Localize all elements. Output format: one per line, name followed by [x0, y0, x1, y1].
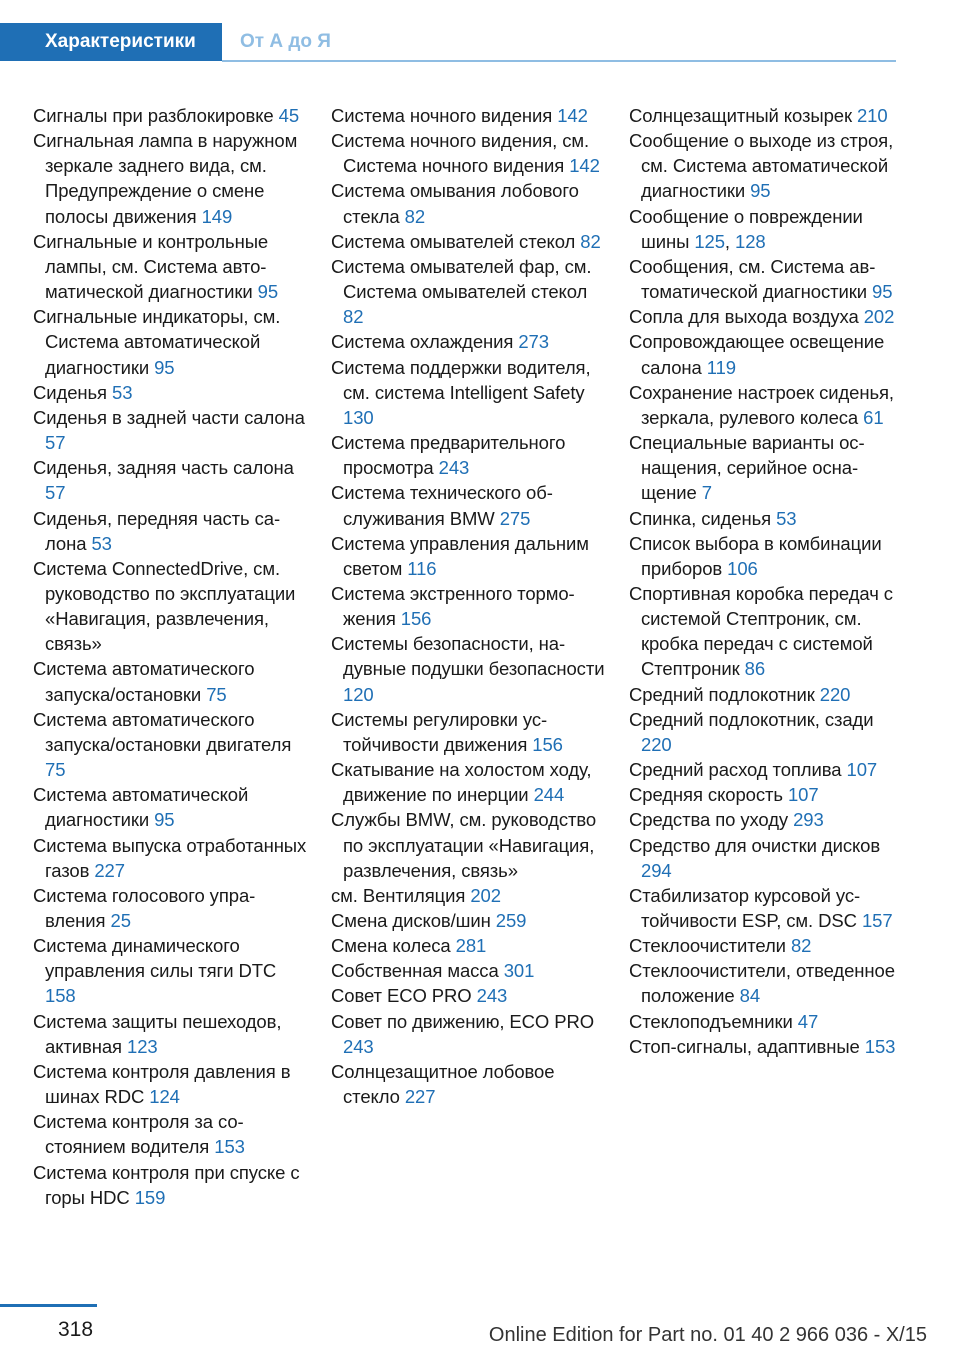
page-link[interactable]: 119	[706, 356, 736, 378]
page-link[interactable]: 106	[727, 557, 758, 579]
index-entry	[33, 556, 308, 657]
index-term: Система выпуска отработанных газов	[33, 834, 307, 881]
index-entry	[629, 103, 904, 128]
index-entry	[33, 506, 308, 556]
index-entry	[629, 883, 904, 933]
header-tabs	[0, 23, 896, 63]
index-term: Средний подлокотник	[629, 683, 820, 705]
index-term: Система поддержки водителя, см. система Intelligent Safety	[331, 356, 591, 403]
index-term: Собственная масса	[331, 960, 504, 982]
index-term: Смена колеса	[331, 935, 456, 957]
index-term: Система омывателей стекол	[331, 230, 581, 252]
index-entry	[331, 933, 606, 958]
index-entry	[33, 833, 308, 883]
index-entry	[629, 430, 904, 505]
page-link[interactable]: 130	[343, 406, 374, 428]
index-term: Средство для очистки дисков	[629, 834, 881, 856]
page-link[interactable]: 128	[735, 230, 766, 252]
index-entry	[331, 229, 606, 254]
index-term: Сообщения, см. Система автоматической диагностики	[629, 255, 876, 303]
index-column-3	[629, 103, 904, 1059]
index-entry	[331, 908, 606, 933]
page-link[interactable]: 53	[776, 507, 797, 529]
index-term: Сохранение настроек сиденья, зеркала, рулевого колеса	[629, 381, 894, 428]
index-entry	[331, 581, 606, 631]
page-link[interactable]: 243	[476, 985, 508, 1007]
index-term: Система омывателей фар, см. Система омывателей стекол	[331, 255, 592, 303]
page-link[interactable]: 53	[112, 381, 133, 403]
index-entry	[33, 1109, 308, 1159]
index-term: Стеклоочистители	[629, 935, 791, 957]
index-term: Средний расход топлива	[629, 759, 847, 781]
index-entry	[331, 329, 606, 354]
index-entry	[331, 883, 606, 908]
index-term: Спортивная коробка передач с системой Стептроник, см. кробка передач с системой Стептроник	[629, 582, 893, 680]
page-link[interactable]: 95	[257, 281, 279, 303]
page-link[interactable]: 82	[343, 306, 364, 328]
index-entry	[33, 933, 308, 1008]
index-term: Система контроля за состоянием водителя	[33, 1111, 244, 1158]
index-term: Стеклоочистители, отведенное положение	[629, 960, 895, 1007]
page-link[interactable]: 95	[872, 281, 893, 303]
index-entry	[33, 1059, 308, 1109]
index-entry	[629, 506, 904, 531]
page-link[interactable]: 293	[793, 809, 824, 831]
page-link[interactable]: 123	[127, 1035, 158, 1057]
index-term: см. Вентиляция	[331, 884, 471, 906]
index-term: Стеклоподъемники	[629, 1010, 798, 1032]
index-entry	[629, 380, 904, 430]
index-entry	[629, 329, 904, 379]
index-term: Система омывания лобового стекла	[331, 180, 579, 227]
page-link[interactable]: 227	[94, 859, 125, 881]
index-entry	[331, 430, 606, 480]
index-term: Система автоматического запуска/остановки двигателя	[33, 708, 292, 755]
index-term: Сиденья, задняя часть салона	[33, 457, 294, 479]
index-entry	[33, 455, 308, 505]
page-link[interactable]: 202	[470, 884, 501, 906]
index-entry	[331, 757, 606, 807]
page-link[interactable]: 157	[861, 910, 893, 931]
index-entry	[331, 983, 606, 1008]
index-term: Сопла для выхода воздуха	[629, 306, 864, 328]
index-term: Солнцезащитное лобовое стекло	[331, 1060, 555, 1108]
index-entry	[331, 254, 606, 329]
page-link[interactable]: 75	[45, 759, 66, 781]
index-term: Система контроля давления в шинах RDC	[33, 1060, 291, 1108]
index-term: Системы безопасности, надувные подушки безопасности	[331, 633, 605, 680]
index-term: Средства по уходу	[629, 809, 794, 831]
page-link[interactable]: 107	[787, 784, 819, 806]
index-entry	[629, 304, 904, 329]
index-entry	[629, 1034, 904, 1059]
page-link[interactable]: 124	[149, 1086, 180, 1108]
index-term: Система ночного видения	[331, 105, 558, 126]
index-entry	[331, 1009, 606, 1059]
page-link[interactable]: 57	[45, 482, 66, 504]
page-link[interactable]: 95	[154, 809, 175, 831]
page-link[interactable]: 149	[201, 205, 233, 227]
index-term: Сиденья	[33, 381, 112, 403]
index-term: Система защиты пешеходов, активная	[33, 1010, 282, 1057]
page-link[interactable]: 220	[819, 683, 851, 705]
page-link[interactable]: 243	[343, 1035, 374, 1057]
index-entry	[33, 883, 308, 933]
index-entry: Сообщение о повреждении шины 125, 128	[629, 205, 863, 252]
page-link[interactable]: 153	[864, 1035, 896, 1057]
index-term: Сиденья, передняя часть салона	[33, 507, 281, 554]
index-term: Система голосового управления	[33, 884, 256, 931]
index-entry	[629, 807, 904, 832]
index-term: Сиденья в задней части салона	[33, 406, 305, 428]
page-link[interactable]: 95	[750, 180, 771, 202]
page-link[interactable]: 294	[641, 859, 672, 881]
index-column-1	[33, 103, 308, 1210]
index-entry	[331, 355, 606, 430]
index-entry	[629, 1009, 904, 1034]
page-link[interactable]: 82	[580, 230, 601, 252]
index-term: Совет ECO PRO	[331, 985, 477, 1007]
page-link[interactable]: 116	[407, 557, 437, 579]
index-entry	[33, 103, 308, 128]
index-term: Смена дисков/шин	[331, 910, 496, 931]
index-entry	[33, 380, 308, 405]
index-entry	[629, 958, 904, 1008]
page-link[interactable]: 53	[91, 532, 112, 554]
index-term: Система автоматического запуска/остановки	[33, 658, 255, 705]
index-entry	[629, 682, 904, 707]
index-entry	[331, 707, 606, 757]
index-term: Солнцезащитный козырек	[629, 105, 857, 126]
page-link[interactable]: 301	[503, 960, 535, 982]
index-entry	[331, 103, 606, 128]
index-term: Система охлаждения	[331, 331, 519, 353]
page-link[interactable]: 45	[278, 105, 300, 126]
index-term: Сигналы при разблокировке	[33, 105, 279, 126]
index-term: Сигнальные индикаторы, см. Система автоматической диагностики	[33, 306, 281, 378]
index-entry	[629, 757, 904, 782]
index-term: Сообщение о повреждении шины	[629, 205, 863, 252]
page-link[interactable]: 86	[744, 658, 766, 680]
index-term: Система технического обслуживания BMW	[331, 482, 553, 529]
page-link[interactable]: 259	[495, 910, 527, 931]
index-term: Специальные варианты оснащения, серийное оснащение	[629, 432, 865, 504]
page-link[interactable]: 158	[45, 985, 76, 1007]
index-entry	[33, 1009, 308, 1059]
index-entry	[33, 229, 308, 304]
index-entry	[331, 631, 606, 706]
index-entry	[629, 128, 904, 203]
page-link[interactable]: 95	[154, 356, 175, 378]
tab-a-to-z[interactable]: От А до Я	[240, 31, 331, 52]
page-link[interactable]: 159	[134, 1186, 166, 1208]
index-term: Системы регулировки устойчивости движения	[331, 708, 548, 755]
index-term: Система динамического управления силы тяги DTC	[33, 935, 277, 982]
index-term: Список выбора в комбинации приборов	[629, 532, 882, 579]
footer-rule	[0, 1304, 97, 1307]
page-link[interactable]: 82	[404, 205, 426, 227]
index-term: Службы BMW, см. руководство по эксплуатации «Навигация, развлечения, связь»	[331, 809, 597, 881]
index-entry	[629, 581, 904, 682]
page-link[interactable]: 82	[790, 935, 812, 957]
index-term: Средний подлокотник, сзади	[629, 708, 874, 730]
page-link[interactable]: 142	[557, 105, 588, 126]
page-link[interactable]: 107	[846, 759, 878, 781]
index-entry	[331, 480, 606, 530]
page-link[interactable]: 220	[641, 733, 672, 755]
index-term: Совет по движению, ECO PRO	[331, 1010, 595, 1032]
tab-characteristics[interactable]: Характеристики	[0, 23, 222, 61]
index-entry	[331, 958, 606, 983]
index-term: Система автоматической диагностики	[33, 784, 249, 831]
index-term: Система экстренного торможения	[331, 582, 575, 630]
index-entry	[331, 1059, 606, 1109]
page-link[interactable]: 75	[206, 683, 227, 705]
page-link[interactable]: 227	[404, 1086, 436, 1108]
index-term: Система ночного видения, см. Система ночного видения	[331, 130, 590, 177]
page-link[interactable]: 244	[533, 784, 565, 806]
page-link[interactable]: 153	[214, 1136, 245, 1158]
index-entry	[629, 254, 904, 304]
page-link[interactable]: 47	[797, 1010, 819, 1032]
index-entry	[629, 707, 904, 757]
index-entry	[331, 531, 606, 581]
index-entry	[33, 656, 308, 706]
page-link[interactable]: 202	[863, 306, 895, 328]
index-entry	[33, 405, 308, 455]
index-term: Спинка, сиденья	[629, 507, 777, 529]
index-term: Сигнальные и контрольные лампы, см. Система автоматической диагностики	[33, 230, 269, 303]
index-entry	[331, 128, 606, 178]
page-link[interactable]: 281	[455, 935, 487, 957]
index-entry	[33, 782, 308, 832]
page-number: 318	[58, 1318, 94, 1341]
index-entry	[33, 707, 308, 782]
index-term: Стоп-сигналы, адаптивные	[629, 1035, 865, 1057]
page-link[interactable]: 120	[343, 683, 374, 705]
page-link[interactable]: 273	[518, 331, 549, 353]
page-link[interactable]: 156	[400, 608, 432, 630]
page-link[interactable]: 7	[701, 482, 712, 504]
page-link[interactable]: 84	[739, 985, 761, 1007]
page-link[interactable]: 25	[110, 910, 131, 931]
index-entry	[331, 178, 606, 228]
index-term: Система ConnectedDrive, см. руководство по эксплуатации «Навигация, развлечения, связь»	[33, 557, 296, 655]
index-entry	[33, 1160, 308, 1210]
page-link[interactable]: 156	[532, 733, 563, 755]
index-entry	[629, 782, 904, 807]
page-link[interactable]: 61	[863, 406, 884, 428]
page-link[interactable]: 57	[45, 432, 66, 454]
index-entry	[629, 833, 904, 883]
index-column-2	[331, 103, 606, 1109]
page-link[interactable]: 243	[438, 457, 470, 479]
index-term: Система контроля при спуске с горы HDC	[33, 1161, 300, 1208]
index-entry	[629, 933, 904, 958]
page-link[interactable]: 142	[569, 155, 600, 177]
index-entry	[33, 128, 308, 229]
edition-label: Online Edition for Part no. 01 40 2 966 036 - X/15	[488, 1324, 927, 1346]
page-link[interactable]: 125	[694, 230, 725, 252]
index-term: Средняя скорость	[629, 784, 788, 806]
index-term: Система управления дальним светом	[331, 532, 589, 579]
index-entry	[331, 807, 606, 882]
index-entry	[629, 531, 904, 581]
index-entry	[33, 304, 308, 379]
index-term: Стабилизатор курсовой устойчивости ESP, см. DSC	[629, 884, 862, 931]
index-term: Сигнальная лампа в наружном зеркале заднего вида, см. Предупреждение о смене полосы движения	[33, 130, 298, 227]
index-term: Сообщение о выходе из строя, см. Система автоматической диагностики	[629, 130, 894, 202]
page-link[interactable]: 210	[856, 105, 888, 126]
index-term: Сопровождающее освещение салона	[629, 331, 885, 378]
header-divider	[222, 60, 896, 62]
index-term: Скатывание на холостом ходу, движение по инерции	[331, 759, 592, 806]
index-term: Система предварительного просмотра	[331, 432, 566, 479]
page-link[interactable]: 275	[499, 507, 531, 529]
